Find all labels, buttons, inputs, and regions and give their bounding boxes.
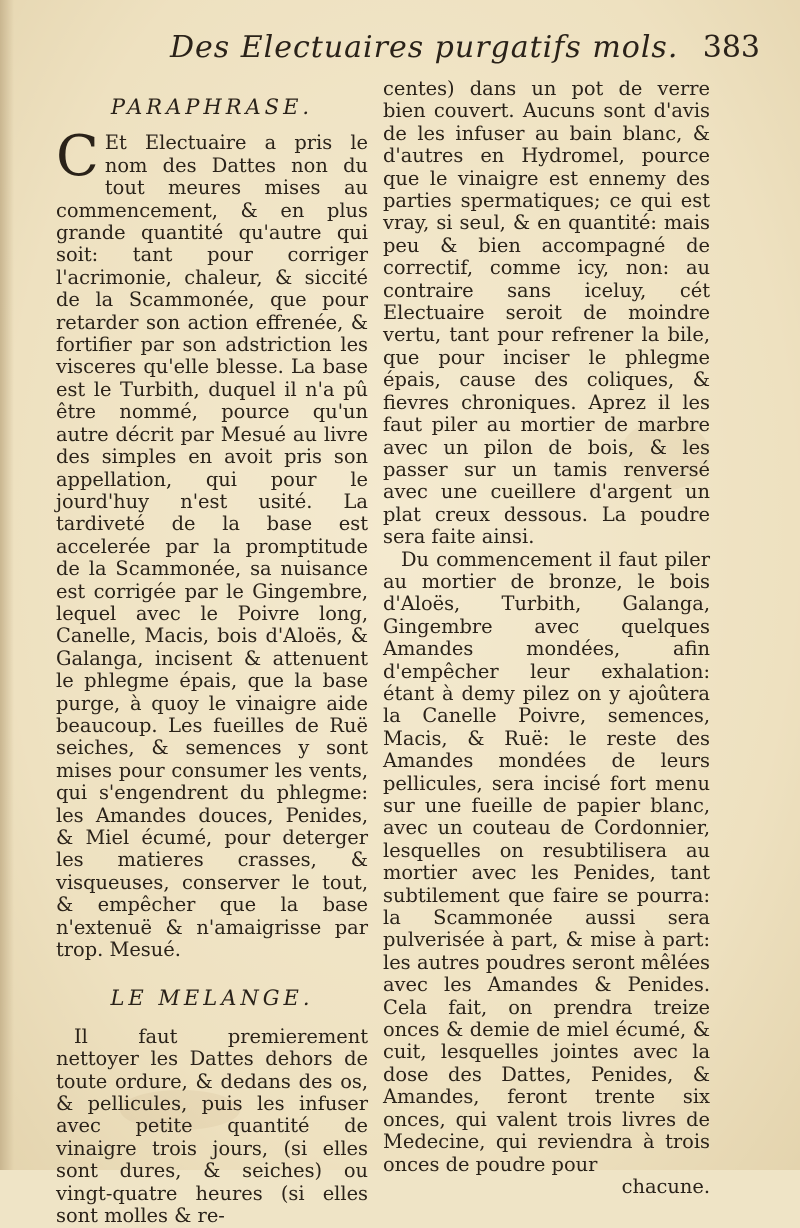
left-column <box>56 78 368 1228</box>
melange-heading: LE MELANGE. <box>110 986 314 1011</box>
paraphrase-heading: PARAPHRASE. <box>110 95 314 119</box>
drop-capital: C <box>56 124 99 190</box>
page-number: 383 <box>702 30 760 65</box>
method-paragraph: Du commencement il faut piler au mortier de bronze, le bois d'Aloës, Turbith, Galanga, Gingembre avec quelques Amandes mondées, afin d'empêcher leur exhalation: étant à demy pilez on y ajoûtera la Canelle Poivre, semences, Macis, & Ruë: le reste des Amandes mondées de leurs pellicules, sera incisé fort menu sur une fueille de papier blanc, avec un couteau de Cordonnier, lesquelles on resubtilisera au mortier avec les Penides, tant subtilement que faire se pourra: la Scammonée aussi sera pulverisée à part, & mise à part: les autres poudres seront mêlées avec les Amandes & Penides. Cela fait, on prendra treize onces & demie de miel écumé, & cuit, lesquelles jointes avec la dose des Dattes, Penides, & Amandes, feront trente six onces, qui valent trois livres de Medecine, qui reviendra à trois onces de poudre pour <box>383 547 710 1176</box>
page-gutter-shadow <box>0 0 14 1170</box>
catchword: chacune. <box>621 1174 710 1198</box>
paraphrase-text: Et Electuaire a pris le nom des Dattes non du tout meures mises au commencement, & en plus grande quantité qu'autre qui soit: tant pour corriger l'acrimonie, chaleur, & siccité de la Scammonée, que pour retarder son action effrenée, & fortifier par son adstriction les visceres qu'elle blesse. La base est le Turbith, duquel il n'a pû être nommé, pource qu'un autre décrit par Mesué au livre des simples en avoit pris son appellation, qui pour le jourd'huy n'est usité. La tardiveté de la base est accelerée par la promptitude de la Scammonée, sa nuisance est corrigée par le Gingembre, lequel avec le Poivre long, Canelle, Macis, bois d'Aloës, & Galanga, incisent & attenuent le phlegme épais, que la base purge, à quoy le vinaigre aide beaucoup. Les fueilles de Ruë seiches, & semences y sont mises pour consumer les vents, qui s'engendrent du phlegme: les Amandes douces, Penides, & Miel écumé, pour deterger les matieres crasses, & visqueuses, conserver le tout, & empêcher que la base n'extenuë & n'amaigrisse par trop. Mesué. <box>56 131 368 962</box>
paraphrase-paragraph <box>56 124 368 962</box>
continuation-paragraph: centes) dans un pot de verre bien couvert. Aucuns sont d'avis de les infuser au bain blanc, & d'autres en Hydromel, pource que le vinaigre est ennemy des parties spermatiques; ce qui est vray, si seul, & en quantité: mais peu & bien accompagné de correctif, comme icy, non: au contraire sans iceluy, cét Electuaire seroit de moindre vertu, tant pour refrener la bile, que pour inciser le phlegme épais, cause des coliques, & fievres chroniques. Aprez il les faut piler au mortier de marbre avec un pilon de bois, & les passer sur un tamis renversé avec une cueillere d'argent un plat creux dessous. La poudre sera faite ainsi. <box>383 77 710 549</box>
right-column <box>383 78 710 1198</box>
melange-paragraph: Il faut premierement nettoyer les Dattes dehors de toute ordure, & dedans des os, & pellicules, puis les infuser avec petite quantité de vinaigre trois jours, (si elles sont dures, & seiches) ou vingt-quatre heures (si elles sont molles & re- <box>56 1024 368 1228</box>
running-title: Des Electuaires purgatifs mols. <box>170 30 679 65</box>
page-header <box>60 30 760 74</box>
